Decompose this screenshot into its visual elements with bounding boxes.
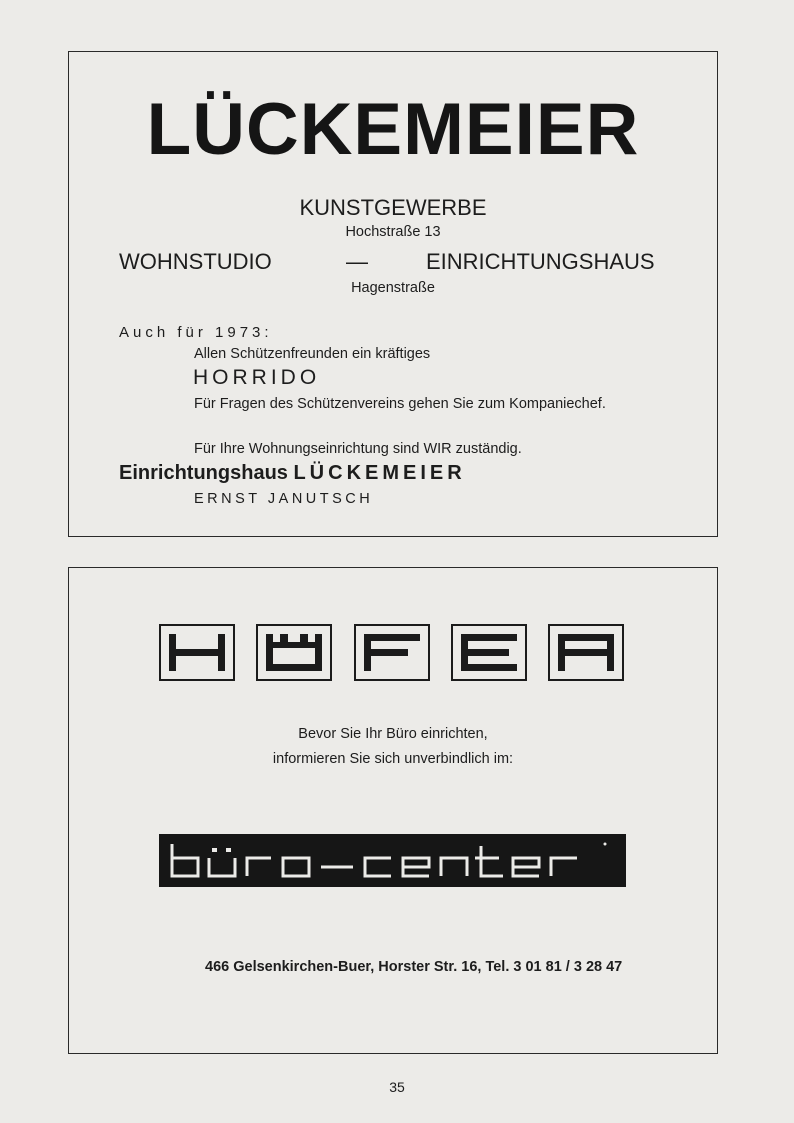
hoefer-letter-h (159, 624, 235, 681)
address-line: 466 Gelsenkirchen-Buer, Horster Str. 16, Tel. 3 01 81 / 3 28 47 (205, 959, 623, 975)
wohnungseinrichtung-text: Für Ihre Wohnungseinrichtung sind WIR zuständig. (194, 441, 522, 457)
hoefer-letter-r (548, 624, 624, 681)
intro-text: Bevor Sie Ihr Büro einrichten, (298, 726, 488, 742)
company-name: LÜCKEMEIER (293, 462, 466, 484)
kunstgewerbe-heading: KUNSTGEWERBE (299, 195, 487, 220)
company-name-line (119, 462, 466, 485)
owner-name: ERNST JANUTSCH (194, 491, 374, 507)
hoefer-advertisement (68, 567, 718, 1054)
company-label: Einrichtungshaus (119, 462, 288, 484)
horrido-text: HORRIDO (193, 366, 321, 389)
lueckemeier-logo: LÜCKEMEIER (146, 89, 640, 170)
hoefer-letter-f (354, 624, 430, 681)
einrichtungshaus-label: EINRICHTUNGSHAUS (426, 249, 655, 274)
hagenstrasse-address: Hagenstraße (351, 280, 435, 296)
wohnstudio-label: WOHNSTUDIO (119, 249, 272, 274)
page-number: 35 (389, 1079, 405, 1095)
hochstrasse-address: Hochstraße 13 (345, 224, 441, 240)
year-greeting-line: Auch für 1973: (119, 324, 273, 341)
greeting-text: Allen Schützenfreunden ein kräftiges (194, 346, 431, 362)
hoefer-logo (159, 624, 626, 681)
lueckemeier-advertisement (68, 51, 718, 537)
inform-text: informieren Sie sich unverbindlich im: (272, 751, 514, 767)
separator-dash: — (346, 249, 368, 274)
hoefer-letter-e (451, 624, 527, 681)
buero-center-logo (159, 834, 626, 887)
schuetzenverein-text: Für Fragen des Schützenvereins gehen Sie zum Kompaniechef. (194, 396, 606, 412)
hoefer-letter-o-umlaut (256, 624, 332, 681)
